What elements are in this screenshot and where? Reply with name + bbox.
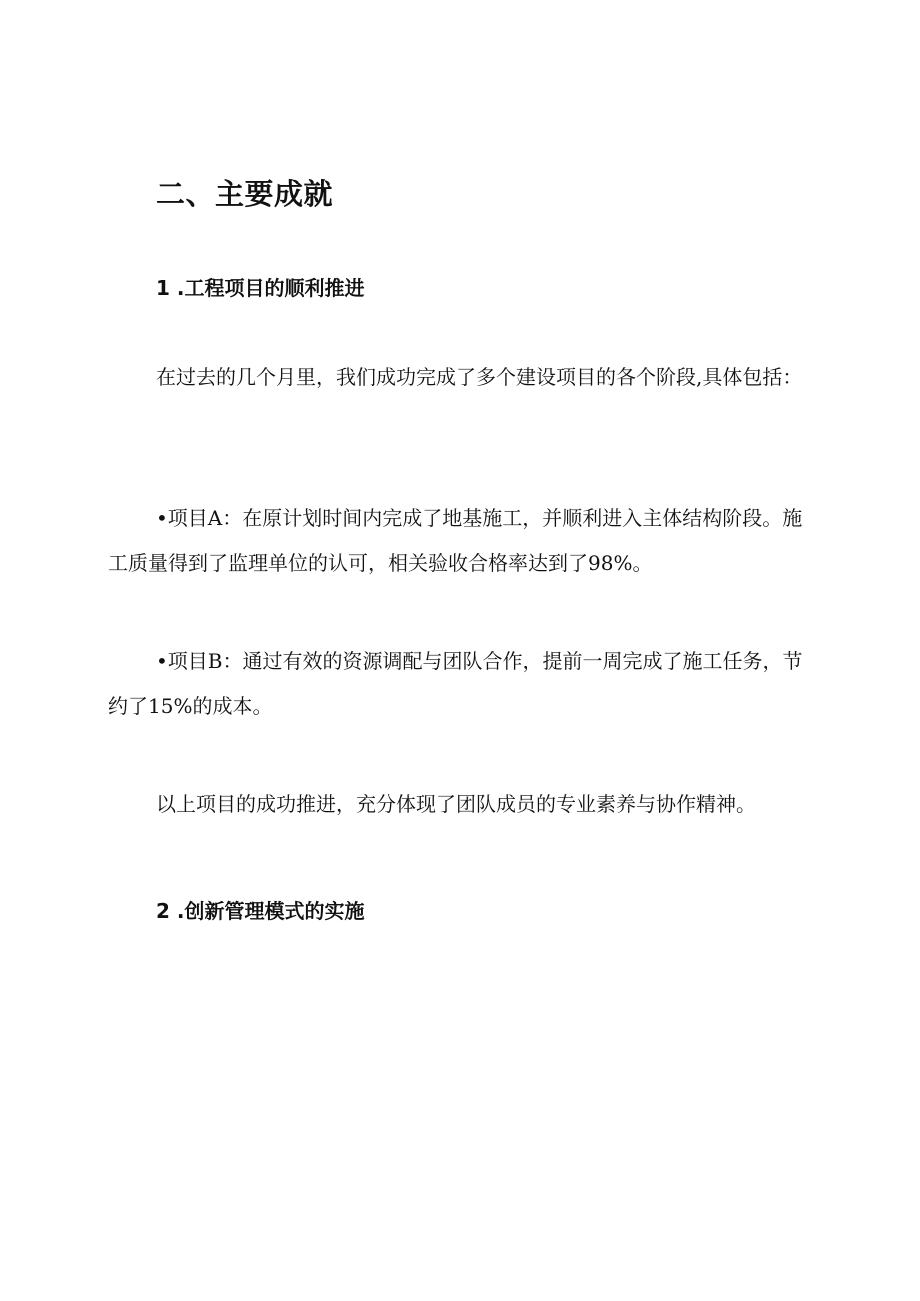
intro-paragraph: 在过去的几个月里，我们成功完成了多个建设项目的各个阶段,具体包括：	[156, 365, 803, 389]
subsection-heading-1: 1 .工程项目的顺利推进	[156, 276, 365, 300]
conclusion-paragraph: 以上项目的成功推进，充分体现了团队成员的专业素养与协作精神。	[156, 792, 756, 816]
section-title: 二、主要成就	[156, 177, 334, 211]
bullet-item-project-b: •项目B：通过有效的资源调配与团队合作，提前一周完成了施工任务，节约了15%的成本。	[108, 649, 803, 718]
subsection-heading-2: 2 .创新管理模式的实施	[156, 899, 365, 923]
bullet-item-project-a: •项目A：在原计划时间内完成了地基施工，并顺利进入主体结构阶段。施工质量得到了监理单位的认可，相关验收合格率达到了98%。	[108, 506, 803, 575]
